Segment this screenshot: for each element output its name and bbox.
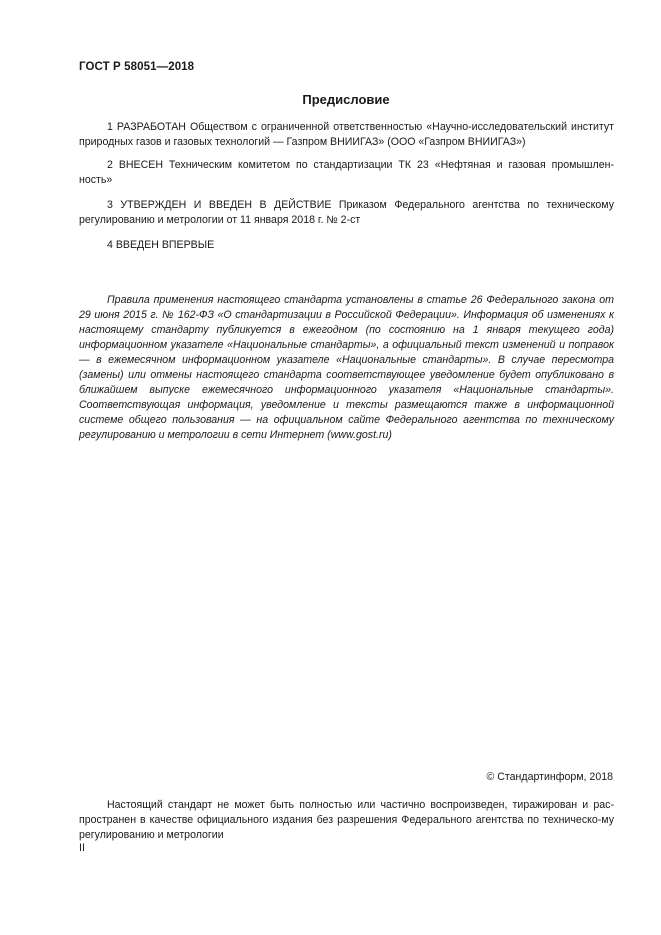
page-number: II bbox=[79, 842, 85, 854]
foreword-title: Предисловие bbox=[302, 92, 390, 107]
copyright-line: © Стандартинформ, 2018 bbox=[486, 771, 613, 783]
foreword-item-first-introduced: 4 ВВЕДЕН ВПЕРВЫЕ bbox=[107, 239, 215, 251]
document-id: ГОСТ Р 58051—2018 bbox=[79, 61, 195, 73]
foreword-item-developed: 1 РАЗРАБОТАН Обществом с ограниченной ответственностью «Научно-исследовательский институт природных газов и газовых технологий — Газпром ВНИИГАЗ» (ООО «Газпром ВНИИГАЗ») bbox=[79, 121, 614, 148]
foreword-item-approved: 3 УТВЕРЖДЕН И ВВЕДЕН В ДЕЙСТВИЕ Приказом Федерального агентства по техническому регулированию и метрологии от 11 января 2018 г. № 2-ст bbox=[79, 199, 614, 226]
application-rules-notice: Правила применения настоящего стандарта установлены в статье 26 Федерального закона от 29 июня 2015 г. № 162-ФЗ «О стандартизации в Российской Федерации». Информация об изменениях к настоящему стандарту публикуется в ежегодном (по состоянию на 1 января текущего года) информационном указателе «Национальные стандарты», а официальный текст изменений и поправок — в ежемесячном информационном указателе «Национальные стандарты». В случае пересмотра (замены) или отмены настоящего стандарта соответствующее уведомление будет опубликовано в ближайшем выпуске ежемесячного информационного указателя «Национальные стандарты». Соответствующая информация, уведомление и тексты размещаются также в информационной системе общего пользования — на официальном сайте Федерального агентства по техническому регулированию и метрологии в сети Интернет (www.gost.ru) bbox=[79, 294, 614, 441]
reproduction-notice: Настоящий стандарт не может быть полностью или частично воспроизведен, тиражирован и рас-пространен в качестве официального издания без разрешения Федерального агентства по техническо-му регулированию и метрологии bbox=[79, 799, 614, 841]
foreword-item-submitted: 2 ВНЕСЕН Техническим комитетом по стандартизации ТК 23 «Нефтяная и газовая промышлен-ность» bbox=[79, 159, 614, 186]
